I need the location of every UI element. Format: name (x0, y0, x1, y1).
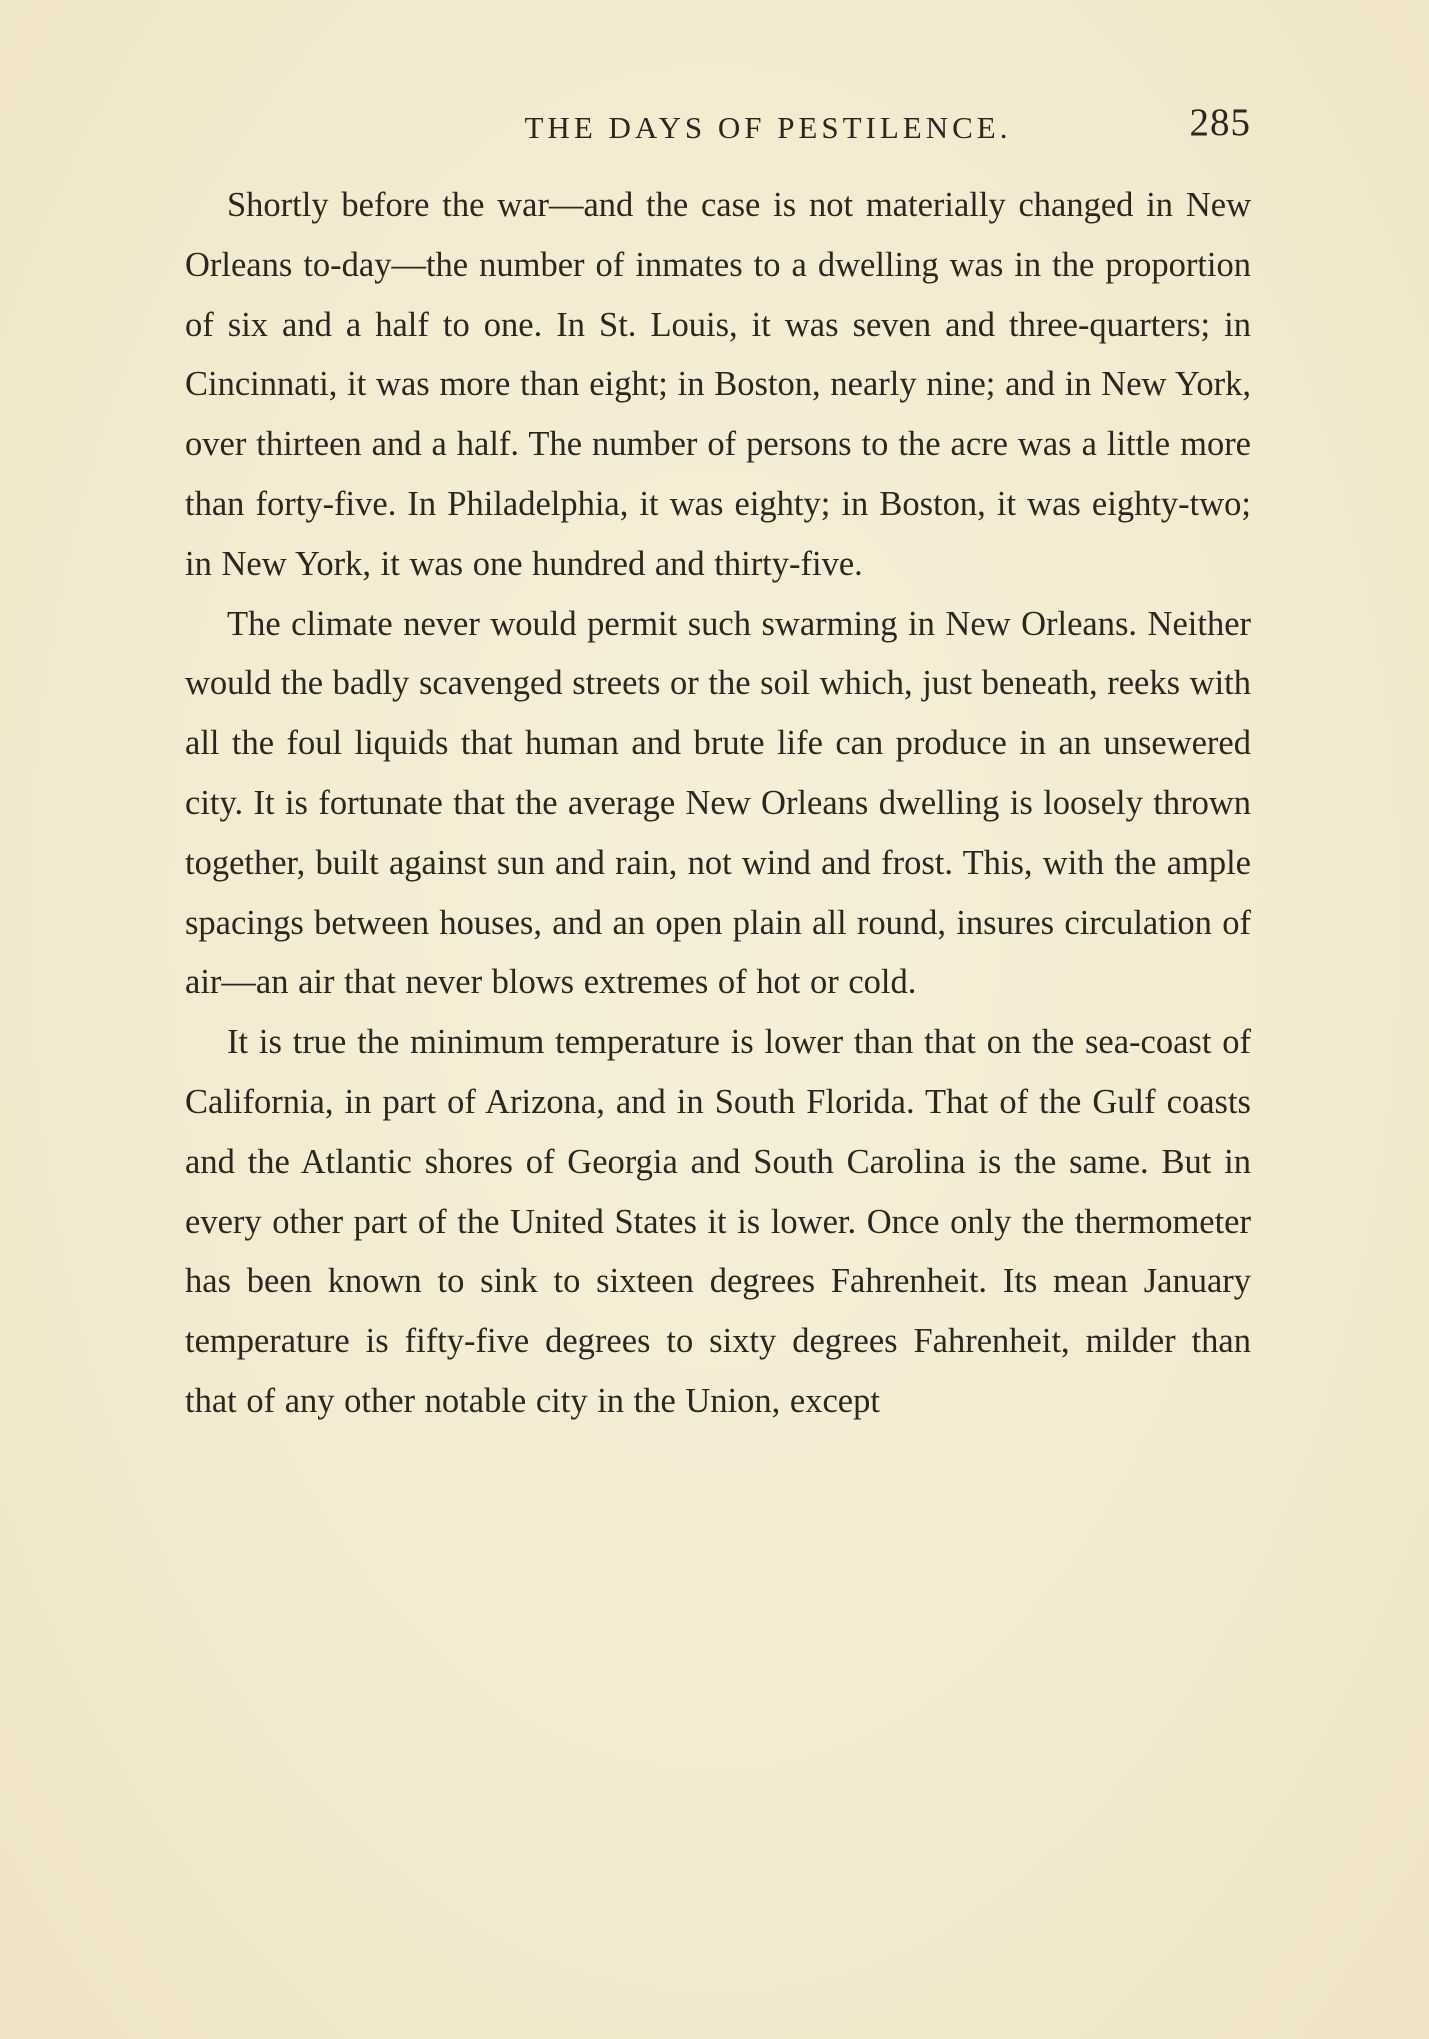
running-title: THE DAYS OF PESTILENCE. (524, 110, 1012, 145)
paragraph-1: Shortly before the war—and the case is not materially changed in New Orleans to-day—the number of inmates to a dwelling was in the proportion of six and a half to one. In St. Louis, it was seven and three-quarters; in Cincinnati, it was more than eight; in Boston, nearly nine; and in New York, over thirteen and a half. The number of persons to the acre was a little more than forty-five. In Philadelphia, it was eighty; in Boston, it was eighty-two; in New York, it was one hundred and thirty-five. (185, 186, 1251, 583)
paragraph-2: The climate never would permit such swarming in New Orleans. Neither would the badly scavenged streets or the soil which, just beneath, reeks with all the foul liquids that human and brute life can produce in an unsewered city. It is fortunate that the average New Orleans dwelling is loosely thrown together, built against sun and rain, not wind and frost. This, with the ample spacings between houses, and an open plain all round, insures circulation of air—an air that never blows extremes of hot or cold. (185, 604, 1251, 1002)
running-head (185, 100, 1251, 160)
book-page (185, 100, 1251, 1432)
paragraph-3: It is true the minimum temperature is lower than that on the sea-coast of California, in part of Arizona, and in South Florida. That of the Gulf coasts and the Atlantic shores of Georgia and South Carolina is the same. But in every other part of the United States it is lower. Once only the thermometer has been known to sink to sixteen degrees Fahrenheit. Its mean January temperature is fifty-five degrees to sixty degrees Fahrenheit, milder than that of any other notable city in the Union, except (185, 1023, 1251, 1420)
page-number: 285 (1189, 101, 1251, 144)
body-text (185, 176, 1251, 1432)
